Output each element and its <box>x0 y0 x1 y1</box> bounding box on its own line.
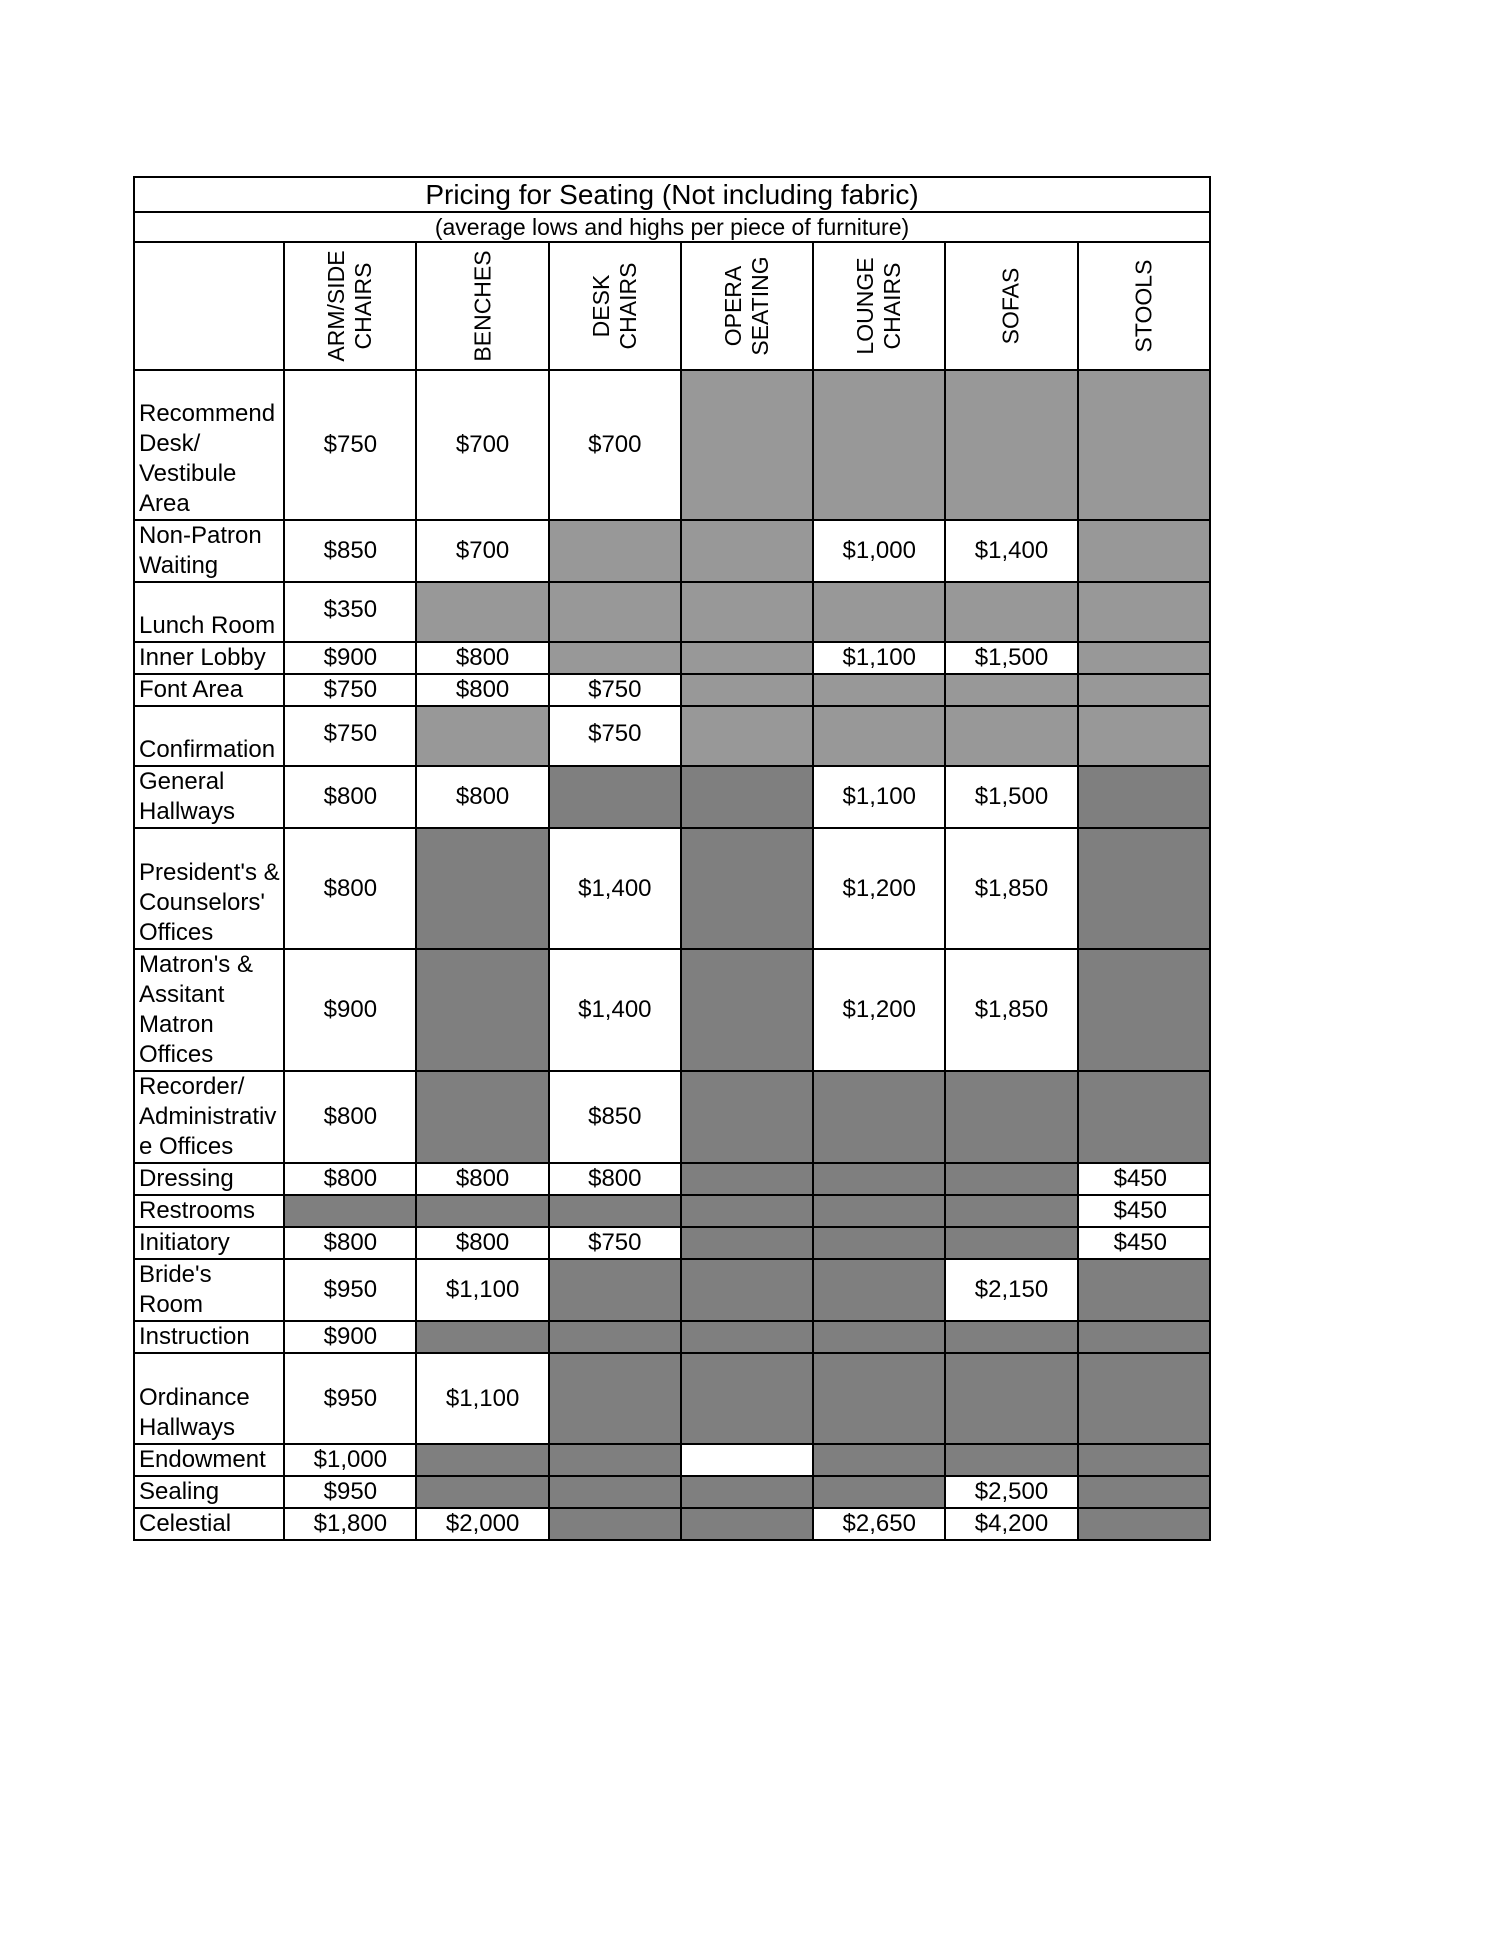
price-cell <box>284 1195 416 1227</box>
price-cell: $800 <box>416 766 548 828</box>
price-cell <box>813 1163 945 1195</box>
price-cell: $700 <box>416 370 548 520</box>
price-cell <box>1078 582 1210 642</box>
table-row <box>134 1195 1210 1227</box>
price-cell: $900 <box>284 1321 416 1353</box>
price-cell <box>549 1444 681 1476</box>
column-header-label: SOFAS <box>997 267 1024 345</box>
price-cell <box>813 1195 945 1227</box>
price-cell <box>549 582 681 642</box>
price-cell <box>1078 1444 1210 1476</box>
price-cell <box>549 1195 681 1227</box>
price-cell: $1,100 <box>813 766 945 828</box>
price-cell: $1,400 <box>549 949 681 1071</box>
price-cell <box>945 1227 1077 1259</box>
price-cell: $450 <box>1078 1227 1210 1259</box>
price-cell: $2,500 <box>945 1476 1077 1508</box>
price-cell: $850 <box>284 520 416 582</box>
pricing-table <box>133 176 1211 1541</box>
price-cell <box>1078 674 1210 706</box>
area-label: General Hallways <box>134 766 284 828</box>
price-cell: $800 <box>284 1071 416 1163</box>
price-cell <box>549 1508 681 1540</box>
area-label: Initiatory <box>134 1227 284 1259</box>
price-cell: $1,500 <box>945 642 1077 674</box>
price-cell <box>813 1353 945 1444</box>
column-header <box>945 242 1077 370</box>
price-cell: $950 <box>284 1476 416 1508</box>
table-row <box>134 1444 1210 1476</box>
price-cell: $800 <box>284 828 416 949</box>
price-cell: $1,000 <box>284 1444 416 1476</box>
price-cell <box>1078 520 1210 582</box>
price-cell <box>945 582 1077 642</box>
price-cell <box>681 766 813 828</box>
price-cell <box>681 1227 813 1259</box>
price-cell: $450 <box>1078 1163 1210 1195</box>
price-cell <box>1078 1321 1210 1353</box>
area-label: Celestial <box>134 1508 284 1540</box>
price-cell <box>549 1476 681 1508</box>
area-label: Restrooms <box>134 1195 284 1227</box>
price-cell <box>813 1259 945 1321</box>
price-cell <box>416 828 548 949</box>
table-row <box>134 370 1210 520</box>
price-cell <box>1078 766 1210 828</box>
column-header <box>416 242 548 370</box>
price-cell <box>416 582 548 642</box>
price-cell <box>681 1444 813 1476</box>
table-row <box>134 674 1210 706</box>
price-cell <box>549 1321 681 1353</box>
price-cell <box>416 1321 548 1353</box>
price-cell: $900 <box>284 642 416 674</box>
price-cell <box>681 1321 813 1353</box>
price-cell: $800 <box>416 642 548 674</box>
area-label: Confirmation <box>134 706 284 766</box>
area-label: Lunch Room <box>134 582 284 642</box>
area-label: Ordinance Hallways <box>134 1353 284 1444</box>
table-row <box>134 706 1210 766</box>
price-cell <box>416 1195 548 1227</box>
price-cell <box>681 949 813 1071</box>
corner-cell <box>134 242 284 370</box>
price-cell <box>681 520 813 582</box>
price-cell: $800 <box>416 1163 548 1195</box>
price-cell <box>945 1444 1077 1476</box>
price-cell <box>1078 642 1210 674</box>
price-cell <box>1078 370 1210 520</box>
price-cell <box>681 706 813 766</box>
price-cell: $2,000 <box>416 1508 548 1540</box>
price-cell: $900 <box>284 949 416 1071</box>
price-cell <box>681 370 813 520</box>
price-cell: $2,150 <box>945 1259 1077 1321</box>
table-subtitle: (average lows and highs per piece of furniture) <box>134 212 1210 242</box>
price-cell: $1,100 <box>416 1353 548 1444</box>
price-cell <box>1078 828 1210 949</box>
area-label: Font Area <box>134 674 284 706</box>
price-cell: $350 <box>284 582 416 642</box>
price-cell: $750 <box>549 1227 681 1259</box>
price-cell <box>945 674 1077 706</box>
price-cell: $2,650 <box>813 1508 945 1540</box>
price-cell <box>945 1353 1077 1444</box>
price-cell: $1,200 <box>813 828 945 949</box>
area-label: Bride's Room <box>134 1259 284 1321</box>
price-cell <box>681 1071 813 1163</box>
price-cell <box>1078 1071 1210 1163</box>
price-cell: $800 <box>284 1227 416 1259</box>
table-row <box>134 1071 1210 1163</box>
price-cell <box>813 1071 945 1163</box>
price-cell: $950 <box>284 1353 416 1444</box>
table-row <box>134 642 1210 674</box>
price-cell: $950 <box>284 1259 416 1321</box>
column-header-label: LOUNGE CHAIRS <box>852 257 906 355</box>
price-cell <box>681 828 813 949</box>
price-cell <box>416 949 548 1071</box>
column-header <box>549 242 681 370</box>
table-row <box>134 1476 1210 1508</box>
price-cell: $700 <box>549 370 681 520</box>
area-label: President's & Counselors' Offices <box>134 828 284 949</box>
price-cell <box>1078 1476 1210 1508</box>
price-cell: $750 <box>549 706 681 766</box>
price-cell: $450 <box>1078 1195 1210 1227</box>
area-label: Recommend Desk/ Vestibule Area <box>134 370 284 520</box>
price-cell <box>416 1071 548 1163</box>
price-cell <box>681 642 813 674</box>
price-cell: $1,800 <box>284 1508 416 1540</box>
price-cell <box>416 706 548 766</box>
price-cell: $750 <box>549 674 681 706</box>
price-cell <box>681 582 813 642</box>
price-cell <box>681 1259 813 1321</box>
area-label: Inner Lobby <box>134 642 284 674</box>
price-cell <box>813 370 945 520</box>
column-header <box>1078 242 1210 370</box>
price-cell: $1,400 <box>945 520 1077 582</box>
price-cell <box>813 1444 945 1476</box>
table-row <box>134 828 1210 949</box>
column-header <box>284 242 416 370</box>
price-cell <box>549 520 681 582</box>
column-header-label: BENCHES <box>469 250 496 362</box>
price-cell <box>945 1321 1077 1353</box>
price-cell <box>813 1227 945 1259</box>
price-cell <box>681 1353 813 1444</box>
price-cell: $1,850 <box>945 949 1077 1071</box>
price-cell: $750 <box>284 706 416 766</box>
table-row <box>134 1259 1210 1321</box>
price-cell: $750 <box>284 370 416 520</box>
column-header <box>813 242 945 370</box>
price-cell <box>945 1071 1077 1163</box>
price-cell <box>945 706 1077 766</box>
table-row <box>134 1353 1210 1444</box>
price-cell: $1,850 <box>945 828 1077 949</box>
price-cell <box>681 674 813 706</box>
price-cell: $800 <box>284 1163 416 1195</box>
area-label: Endowment <box>134 1444 284 1476</box>
table-row <box>134 949 1210 1071</box>
price-cell <box>681 1163 813 1195</box>
price-cell <box>813 1476 945 1508</box>
price-cell <box>416 1444 548 1476</box>
price-cell <box>1078 1508 1210 1540</box>
price-cell <box>549 1259 681 1321</box>
price-cell: $800 <box>284 766 416 828</box>
table-row <box>134 766 1210 828</box>
table-row <box>134 520 1210 582</box>
price-cell: $850 <box>549 1071 681 1163</box>
price-cell <box>813 1321 945 1353</box>
price-cell <box>945 370 1077 520</box>
price-cell: $1,400 <box>549 828 681 949</box>
area-label: Sealing <box>134 1476 284 1508</box>
price-cell: $4,200 <box>945 1508 1077 1540</box>
table-row <box>134 1227 1210 1259</box>
column-header-row <box>134 242 1210 370</box>
price-cell: $1,000 <box>813 520 945 582</box>
table-title: Pricing for Seating (Not including fabric) <box>134 177 1210 212</box>
area-label: Non-Patron Waiting <box>134 520 284 582</box>
price-cell: $1,100 <box>813 642 945 674</box>
price-cell <box>681 1508 813 1540</box>
area-label: Recorder/ Administrativ e Offices <box>134 1071 284 1163</box>
price-cell <box>813 706 945 766</box>
column-header <box>681 242 813 370</box>
column-header-label: OPERA SEATING <box>720 256 774 356</box>
price-cell <box>945 1195 1077 1227</box>
price-cell: $800 <box>416 1227 548 1259</box>
area-label: Matron's & Assitant Matron Offices <box>134 949 284 1071</box>
table-row <box>134 1321 1210 1353</box>
column-header-label: ARM/SIDE CHAIRS <box>323 250 377 362</box>
price-cell: $800 <box>549 1163 681 1195</box>
price-cell <box>813 582 945 642</box>
price-cell: $1,500 <box>945 766 1077 828</box>
price-cell <box>1078 1259 1210 1321</box>
price-cell <box>1078 1353 1210 1444</box>
table-row <box>134 1163 1210 1195</box>
area-label: Dressing <box>134 1163 284 1195</box>
price-cell: $1,200 <box>813 949 945 1071</box>
price-cell: $800 <box>416 674 548 706</box>
price-cell <box>681 1195 813 1227</box>
table-row <box>134 582 1210 642</box>
price-cell <box>945 1163 1077 1195</box>
column-header-label: STOOLS <box>1130 259 1157 353</box>
price-cell: $1,100 <box>416 1259 548 1321</box>
price-cell <box>1078 949 1210 1071</box>
price-cell <box>681 1476 813 1508</box>
price-cell: $700 <box>416 520 548 582</box>
price-cell <box>549 766 681 828</box>
price-cell: $750 <box>284 674 416 706</box>
price-cell <box>1078 706 1210 766</box>
column-header-label: DESK CHAIRS <box>587 262 641 350</box>
area-label: Instruction <box>134 1321 284 1353</box>
price-cell <box>416 1476 548 1508</box>
price-cell <box>549 642 681 674</box>
table-row <box>134 1508 1210 1540</box>
price-cell <box>549 1353 681 1444</box>
price-cell <box>813 674 945 706</box>
